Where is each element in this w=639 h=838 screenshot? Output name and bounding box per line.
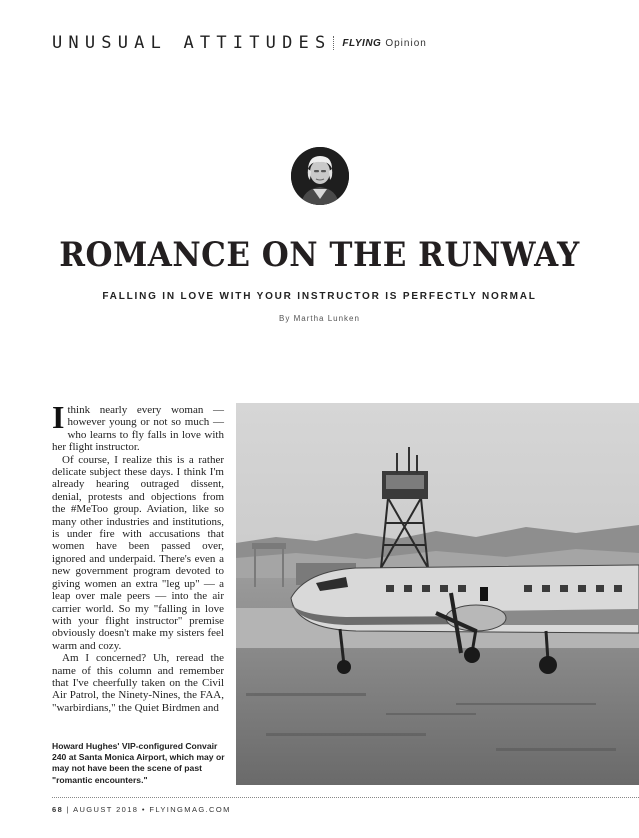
header-divider xyxy=(333,36,334,50)
body-paragraph: Am I concerned? Uh, reread the name of this column and remember that I've cheerfully taken on the Civil Air Patrol, the Ninety-Nines, the FAA, "warbirdians," the Quiet Birdmen and xyxy=(52,652,224,714)
photo-caption: Howard Hughes' VIP-configured Convair 240 at Santa Monica Airport, which may or may not have been the scene of past "romantic encounters." xyxy=(52,741,225,785)
page-number: 68 xyxy=(52,805,64,814)
section-name: UNUSUAL ATTITUDES xyxy=(52,33,332,53)
article-subtitle: FALLING IN LOVE WITH YOUR INSTRUCTOR IS PERFECTLY NORMAL xyxy=(102,291,537,302)
page-footer xyxy=(52,805,231,814)
body-paragraph xyxy=(52,399,224,454)
magazine-brand: FLYING xyxy=(342,37,382,49)
paragraph-text: think nearly every woman — however young or not so much — who learns to fly falls in love with her flight instructor. xyxy=(52,404,224,454)
article-photo xyxy=(236,403,639,785)
article-title: ROMANCE ON THE RUNWAY xyxy=(59,235,580,275)
section-header xyxy=(52,32,427,54)
article-byline: By Martha Lunken xyxy=(279,314,360,323)
website-url: FLYINGMAG.COM xyxy=(149,805,231,814)
footer-separator: | xyxy=(66,805,74,814)
author-avatar xyxy=(291,147,349,205)
author-portrait-icon xyxy=(291,147,349,205)
article-body xyxy=(52,399,224,714)
drop-cap: I xyxy=(52,399,65,435)
body-paragraph: Of course, I realize this is a rather delicate subject these days. I think I'm already hearing outraged dissent, denial, protests and objections from the #MeToo group. Aviation, like so many other industries and institutions, is under fire with accusations that women have been passed over, ignored and underpaid. There's even a new government program devoted to giving women an extra "leg up" — a leap over male peers — into the air carrier world. So my "falling in love with your flight instructor" premise obviously doesn't make my sisters feel warm and cozy. xyxy=(52,453,224,652)
footer-bullet: • xyxy=(141,805,150,814)
airplane-photo-icon xyxy=(236,403,639,785)
footer-divider xyxy=(52,797,639,798)
section-tag: Opinion xyxy=(385,37,427,49)
issue-date: AUGUST 2018 xyxy=(73,805,139,814)
